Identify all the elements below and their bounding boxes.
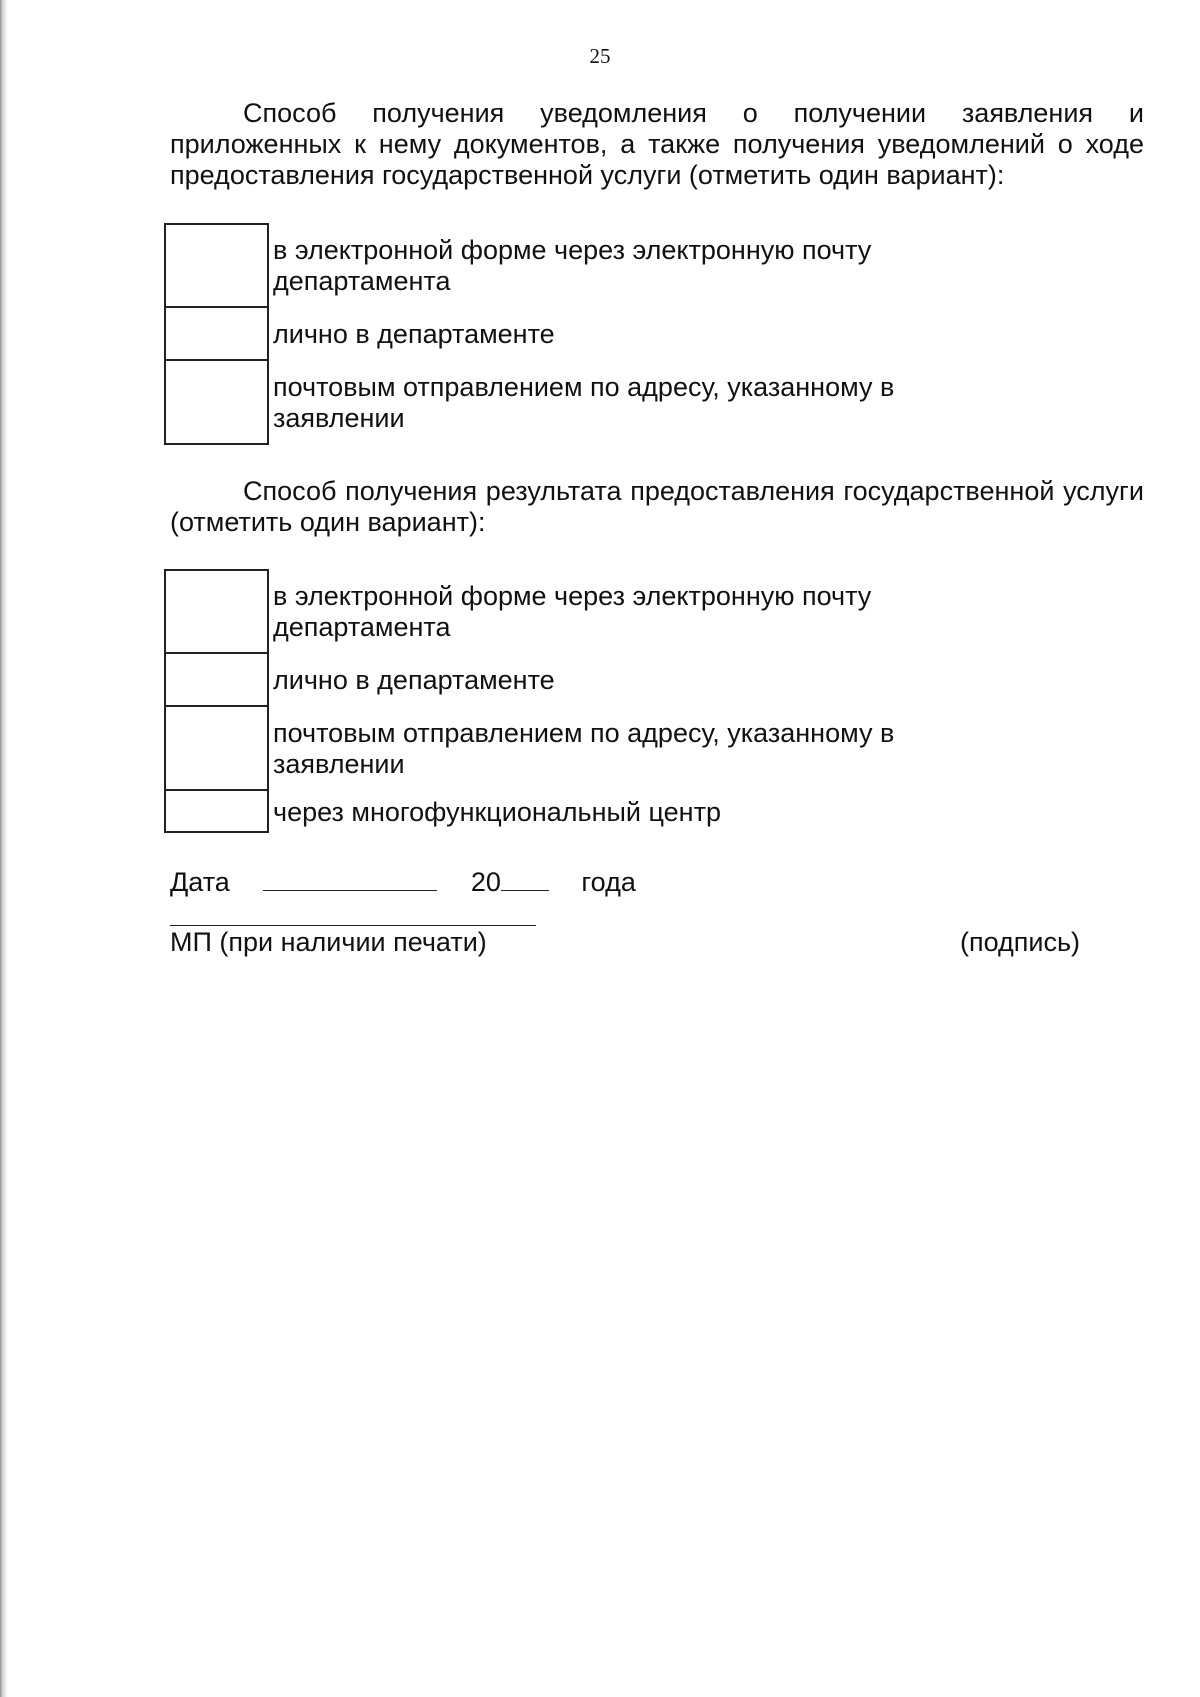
notification-method-paragraph [170, 98, 1144, 191]
result-method-text: Способ получения результата предоставления государственной услуги (отметить один вариант): [170, 476, 1144, 537]
date-day-month-field[interactable] [263, 864, 437, 891]
notification-options [164, 223, 969, 445]
notification-option-email[interactable] [164, 223, 969, 308]
option-label: лично в департаменте [273, 319, 555, 349]
result-option-mfc[interactable] [164, 791, 969, 833]
option-label: в электронной форме через электронную почту департамента [273, 580, 872, 642]
option-label: лично в департаменте [273, 665, 555, 695]
notification-option-post[interactable] [164, 361, 969, 445]
checkbox[interactable] [164, 308, 269, 361]
date-label: Дата [170, 867, 230, 897]
option-label: почтовым отправлением по адресу, указанному в заявлении [273, 372, 895, 433]
notification-method-text: Способ получения уведомления о получении заявления и приложенных к нему документов, а также получения уведомлений о ходе предоставления государственной услуги (отметить один вариант): [170, 98, 1144, 190]
checkbox[interactable] [164, 223, 269, 308]
page-number: 25 [589, 44, 611, 68]
result-method-paragraph [170, 476, 1144, 538]
result-option-post[interactable] [164, 707, 969, 791]
result-option-in-person[interactable] [164, 654, 969, 707]
checkbox[interactable] [164, 707, 269, 791]
date-year-field[interactable] [501, 864, 549, 891]
scan-edge [0, 0, 8, 1697]
stamp-label: МП (при наличии печати) [170, 927, 487, 957]
checkbox[interactable] [164, 569, 269, 654]
option-label: через многофункциональный центр [273, 796, 721, 827]
signature-label: (подпись) [960, 927, 1081, 957]
date-suffix: года [581, 867, 636, 897]
result-options [164, 569, 969, 833]
notification-option-in-person[interactable] [164, 308, 969, 361]
option-label: в электронной форме через электронную почту департамента [273, 234, 872, 296]
option-label: почтовым отправлением по адресу, указанному в заявлении [273, 718, 895, 779]
checkbox[interactable] [164, 361, 269, 445]
date-century: 20 [470, 867, 501, 897]
checkbox[interactable] [164, 791, 269, 833]
checkbox[interactable] [164, 654, 269, 707]
date-line [170, 864, 636, 898]
result-option-email[interactable] [164, 569, 969, 654]
